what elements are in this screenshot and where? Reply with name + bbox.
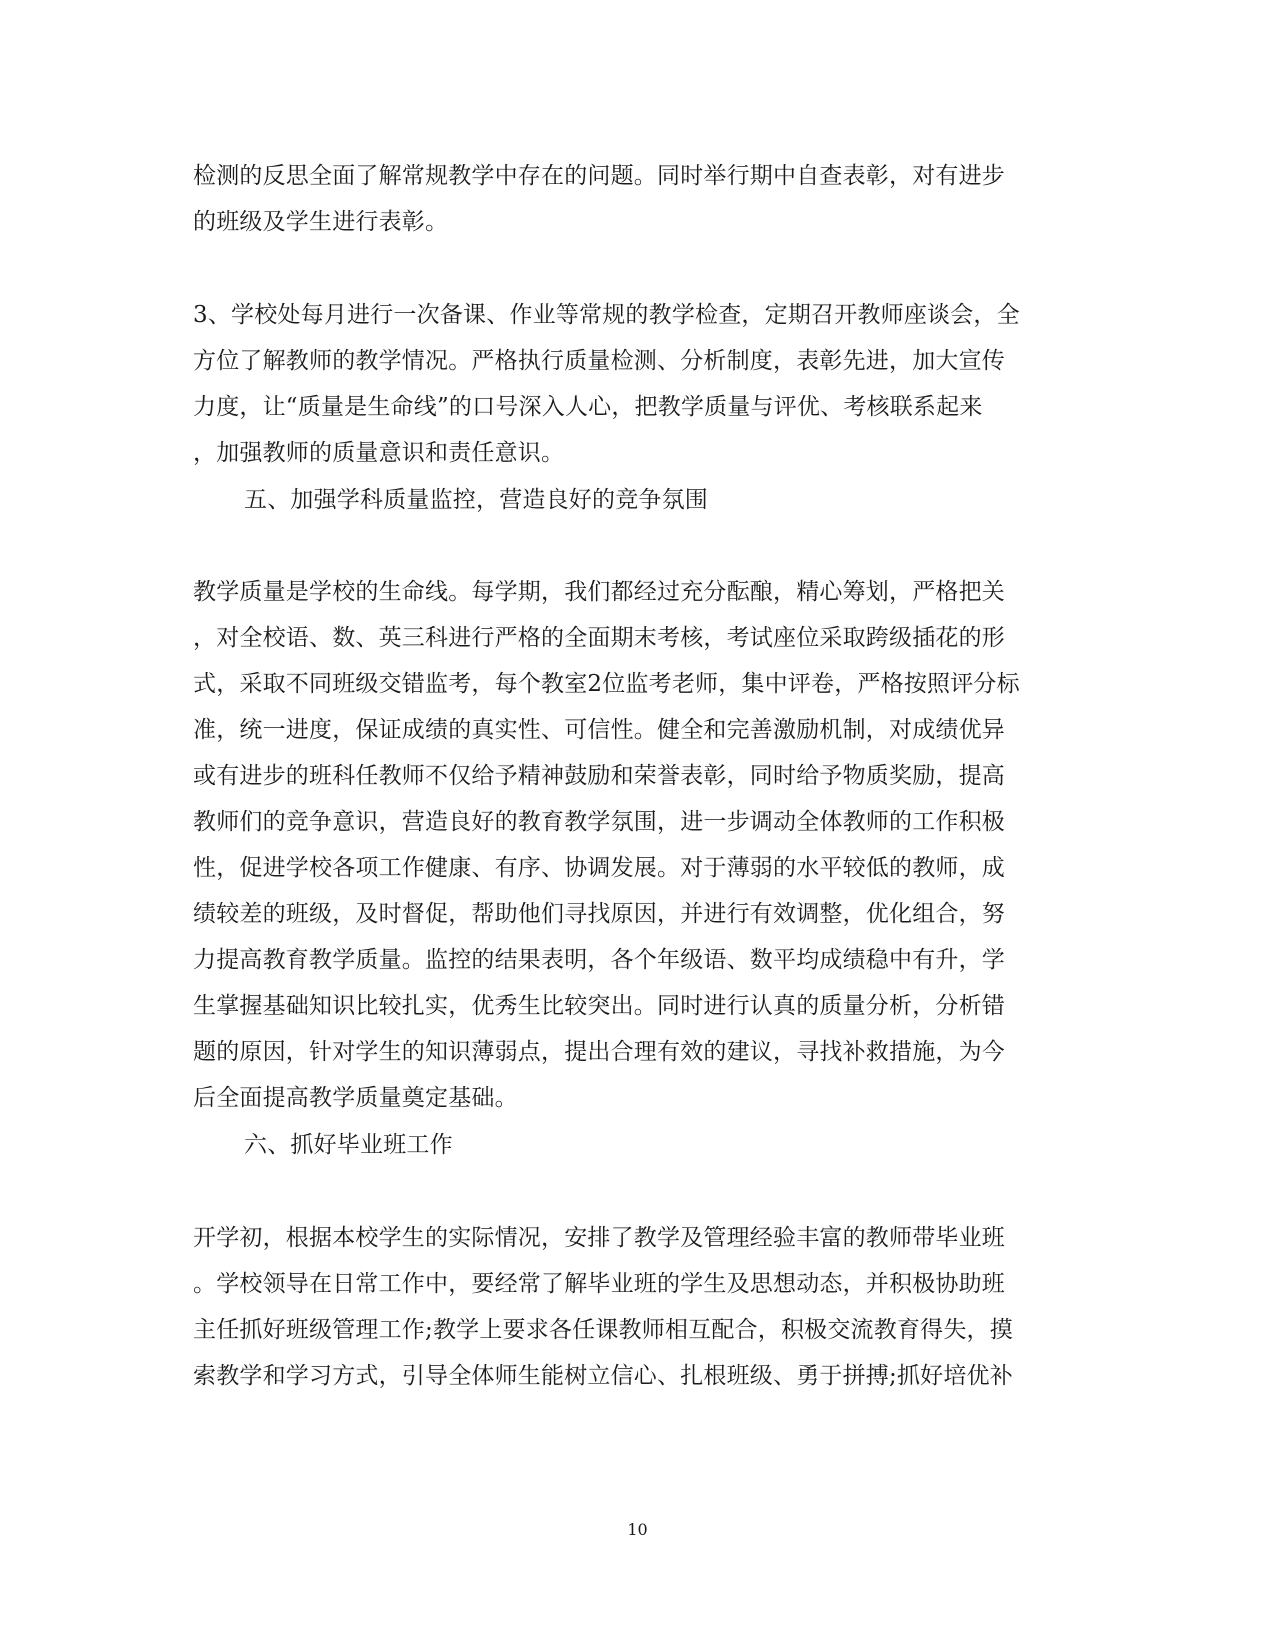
section-heading: 六、抓好毕业班工作 bbox=[244, 1132, 453, 1158]
text-line: 后全面提高教学质量奠定基础。 bbox=[193, 1085, 518, 1111]
text-line: 3、学校处每月进行一次备课、作业等常规的教学检查，定期召开教师座谈会，全 bbox=[193, 302, 1020, 328]
text-line: 力提高教育教学质量。监控的结果表明，各个年级语、数平均成绩稳中有升，学 bbox=[193, 947, 1005, 973]
text-line: 教师们的竞争意识，营造良好的教育教学氛围，进一步调动全体教师的工作积极 bbox=[193, 809, 1005, 835]
text-line: 的班级及学生进行表彰。 bbox=[193, 209, 449, 235]
text-line: 索教学和学习方式，引导全体师生能树立信心、扎根班级、勇于拼搏;抓好培优补 bbox=[193, 1363, 1013, 1389]
text-line: 或有进步的班科任教师不仅给予精神鼓励和荣誉表彰，同时给予物质奖励，提高 bbox=[193, 763, 1005, 789]
text-line: ，加强教师的质量意识和责任意识。 bbox=[193, 440, 565, 466]
page-number: 10 bbox=[627, 1520, 648, 1539]
text-line: 准，统一进度，保证成绩的真实性、可信性。健全和完善激励机制，对成绩优异 bbox=[193, 717, 1005, 743]
text-line: 主任抓好班级管理工作;教学上要求各任课教师相互配合，积极交流教育得失，摸 bbox=[193, 1317, 1013, 1343]
text-line: 生掌握基础知识比较扎实，优秀生比较突出。同时进行认真的质量分析，分析错 bbox=[193, 993, 1005, 1019]
text-line: 。学校领导在日常工作中，要经常了解毕业班的学生及思想动态，并积极协助班 bbox=[193, 1271, 1005, 1297]
text-line: 题的原因，针对学生的知识薄弱点，提出合理有效的建议，寻找补救措施，为今 bbox=[193, 1039, 1005, 1065]
text-line: ，对全校语、数、英三科进行严格的全面期末考核，考试座位采取跨级插花的形 bbox=[193, 625, 1005, 651]
text-line: 绩较差的班级，及时督促，帮助他们寻找原因，并进行有效调整，优化组合，努 bbox=[193, 901, 1005, 927]
text-line: 性，促进学校各项工作健康、有序、协调发展。对于薄弱的水平较低的教师，成 bbox=[193, 855, 1005, 881]
section-heading: 五、加强学科质量监控，营造良好的竞争氛围 bbox=[244, 487, 708, 513]
text-line: 开学初，根据本校学生的实际情况，安排了教学及管理经验丰富的教师带毕业班 bbox=[193, 1225, 1005, 1251]
text-line: 式，采取不同班级交错监考，每个教室2位监考老师，集中评卷，严格按照评分标 bbox=[193, 671, 1020, 697]
text-line: 检测的反思全面了解常规教学中存在的问题。同时举行期中自查表彰，对有进步 bbox=[193, 163, 1005, 189]
text-line: 力度，让“质量是生命线”的口号深入人心，把教学质量与评优、考核联系起来 bbox=[193, 394, 983, 420]
text-line: 方位了解教师的教学情况。严格执行质量检测、分析制度，表彰先进，加大宣传 bbox=[193, 348, 1005, 374]
text-line: 教学质量是学校的生命线。每学期，我们都经过充分酝酿，精心筹划，严格把关 bbox=[193, 579, 1005, 605]
